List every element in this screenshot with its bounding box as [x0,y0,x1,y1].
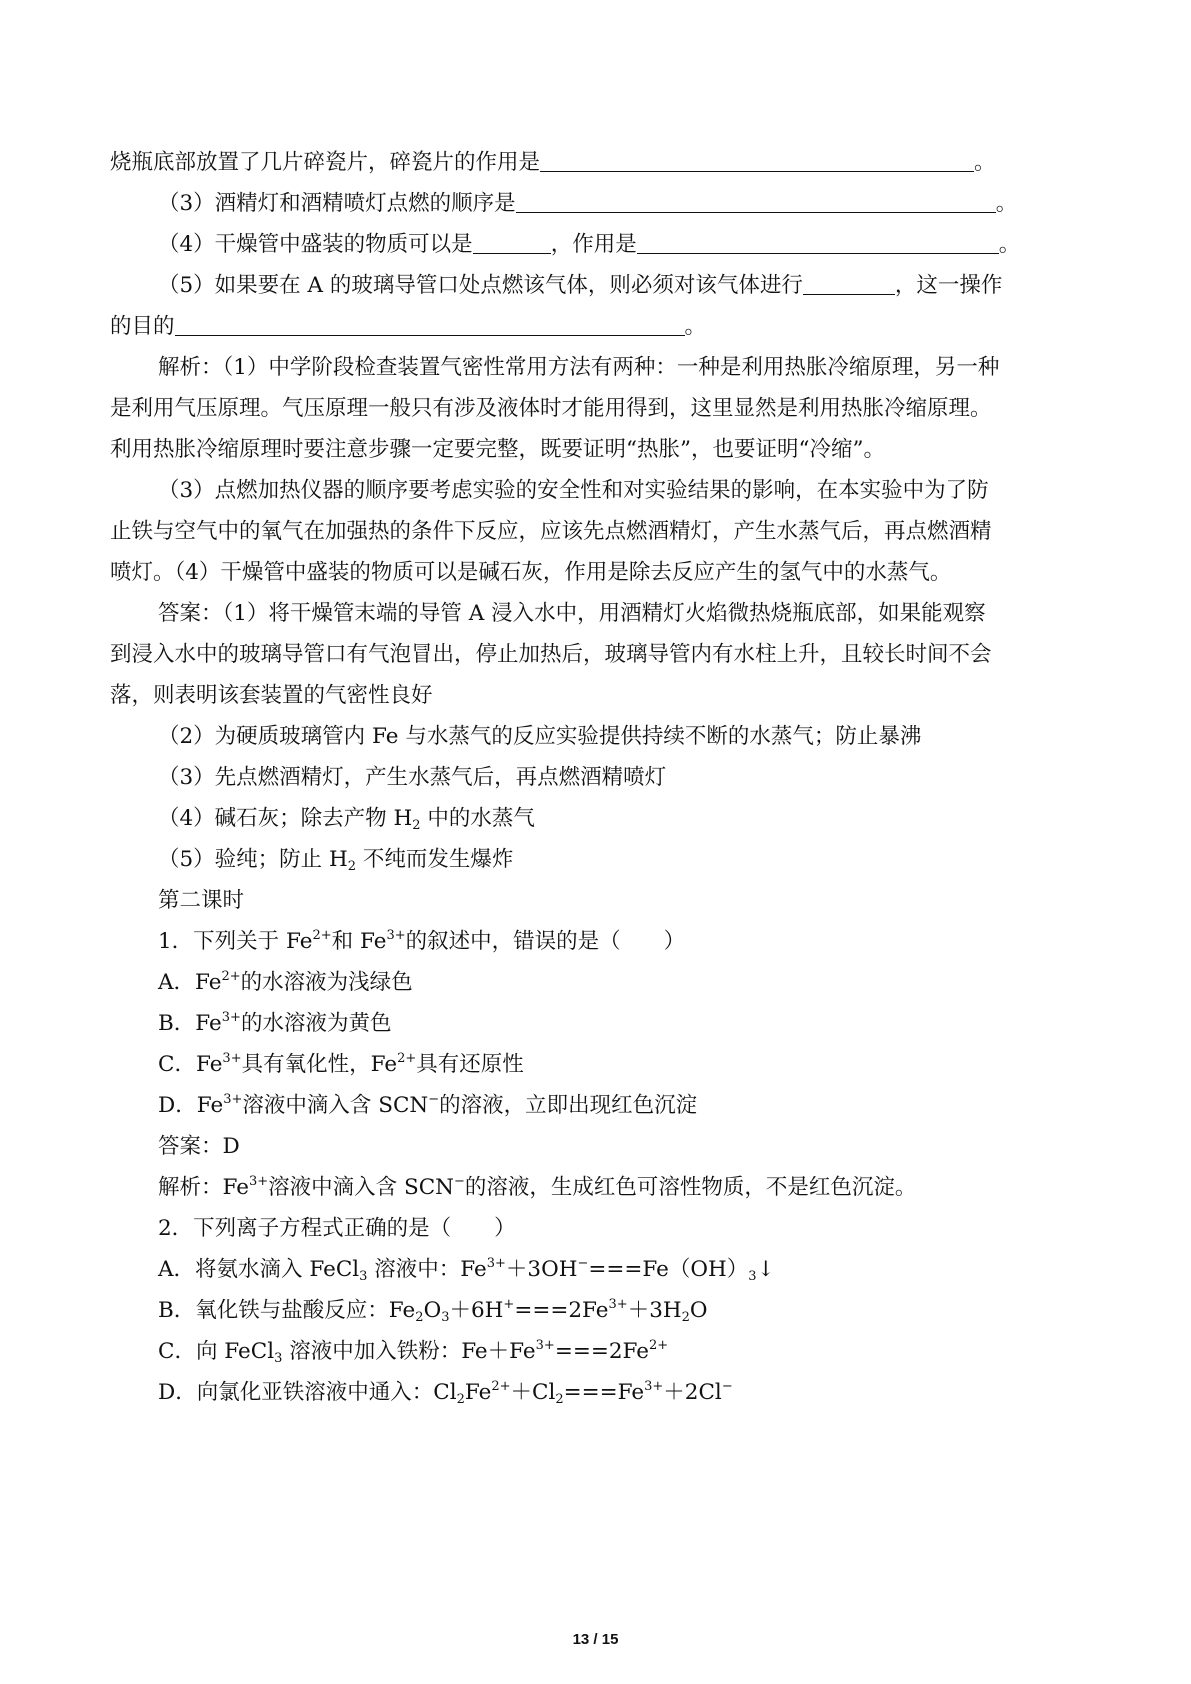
option-a: A．将氨水滴入 FeCl$_3$ 溶液中：$Fe^{3+}+3OH^-===Fe(OH)_3↓$ [158,1256,775,1284]
question-1-answer: 答案：D [158,1134,240,1159]
page-number: 13 / 15 [572,1631,619,1648]
answer-blank [516,190,996,213]
option-d: D．$Fe^{3+}$溶液中滴入含 SCN−的溶液，立即出现红色沉淀 [158,1092,698,1118]
option-a: A．$Fe^{2+}$的水溶液为浅绿色 [158,969,413,995]
answer-blank [540,149,974,172]
answer-4: （4）碱石灰；除去产物 $H_2$ 中的水蒸气 [158,806,535,833]
q2-tail-line: 烧瓶底部放置了几片碎瓷片，碎瓷片的作用是 。 [110,150,996,175]
answer-line: 落，则表明该套装置的气密性良好 [110,683,433,708]
answer-line: 到浸入水中的玻璃导管口有气泡冒出，停止加热后，玻璃导管内有水柱上升，且较长时间不会 [110,642,992,667]
analysis-line: 是利用气压原理。气压原理一般只有涉及液体时才能用得到，这里显然是利用热胀冷缩原理。 [110,396,992,421]
answer-blank [803,272,895,295]
option-c: C．向 FeCl$_3$ 溶液中加入铁粉：$Fe+Fe^{3+}===2Fe^{2+}$ [158,1338,669,1366]
answer-blank [637,231,999,254]
answer-3: （3）先点燃酒精灯，产生水蒸气后，再点燃酒精喷灯 [158,765,667,790]
question-2-stem: 2．下列离子方程式正确的是（ ） [158,1216,516,1241]
option-c: C．$Fe^{3+}$具有氧化性，$Fe^{2+}$具有还原性 [158,1051,524,1077]
q2-tail-text: 烧瓶底部放置了几片碎瓷片，碎瓷片的作用是 [110,150,541,175]
q4-text: （4）干燥管中盛装的物质可以是 [158,232,473,257]
analysis-line: 利用热胀冷缩原理时要注意步骤一定要完整，既要证明“热胀”，也要证明“冷缩”。 [110,437,885,462]
analysis-line: 解析：（1）中学阶段检查装置气密性常用方法有两种：一种是利用热胀冷缩原理，另一种 [158,355,1000,380]
option-b: B．$Fe^{3+}$的水溶液为黄色 [158,1010,392,1036]
answer-blank [473,231,551,254]
answer-blank [175,313,685,336]
question-1-analysis: 解析：$Fe^{3+}$溶液中滴入含 SCN−的溶液，生成红色可溶性物质，不是红色沉淀。 [158,1174,917,1200]
answer-line: 答案：（1）将干燥管末端的导管 A 浸入水中，用酒精灯火焰微热烧瓶底部，如果能观察 [158,601,986,626]
answer-2: （2）为硬质玻璃管内 Fe 与水蒸气的反应实验提供持续不断的水蒸气；防止暴沸 [158,724,922,749]
section-heading: 第二课时 [158,888,245,913]
analysis-line: 止铁与空气中的氧气在加强热的条件下反应，应该先点燃酒精灯，产生水蒸气后，再点燃酒精 [110,519,992,544]
q5-text: （5）如果要在 A 的玻璃导管口处点燃该气体，则必须对该气体进行 [158,273,803,298]
q3-text: （3）酒精灯和酒精喷灯点燃的顺序是 [158,191,516,216]
question-1-stem: 1．下列关于 $Fe^{2+}$和 $Fe^{3+}$的叙述中，错误的是（ ） [158,928,686,954]
analysis-line: （3）点燃加热仪器的顺序要考虑实验的安全性和对实验结果的影响，在本实验中为了防 [158,478,989,503]
q5-line-2: 的目的 。 [110,314,707,339]
option-d: D．向氯化亚铁溶液中通入：$Cl_2Fe^{2+}+Cl_2===Fe^{3+}+2Cl^-$ [158,1379,733,1407]
q3-line: （3）酒精灯和酒精喷灯点燃的顺序是 。 [158,191,1018,216]
analysis-line: 喷灯。（4）干燥管中盛装的物质可以是碱石灰，作用是除去反应产生的氢气中的水蒸气。 [110,560,952,585]
q5-line-1: （5）如果要在 A 的玻璃导管口处点燃该气体，则必须对该气体进行 ，这一操作 [158,273,1003,298]
answer-5: （5）验纯；防止 $H_2$ 不纯而发生爆炸 [158,847,514,874]
option-b: B．氧化铁与盐酸反应：$Fe_2O_3+6H^+===2Fe^{3+}+3H_2O$ [158,1297,708,1325]
q4-line: （4）干燥管中盛装的物质可以是 ，作用是 。 [158,232,1021,257]
